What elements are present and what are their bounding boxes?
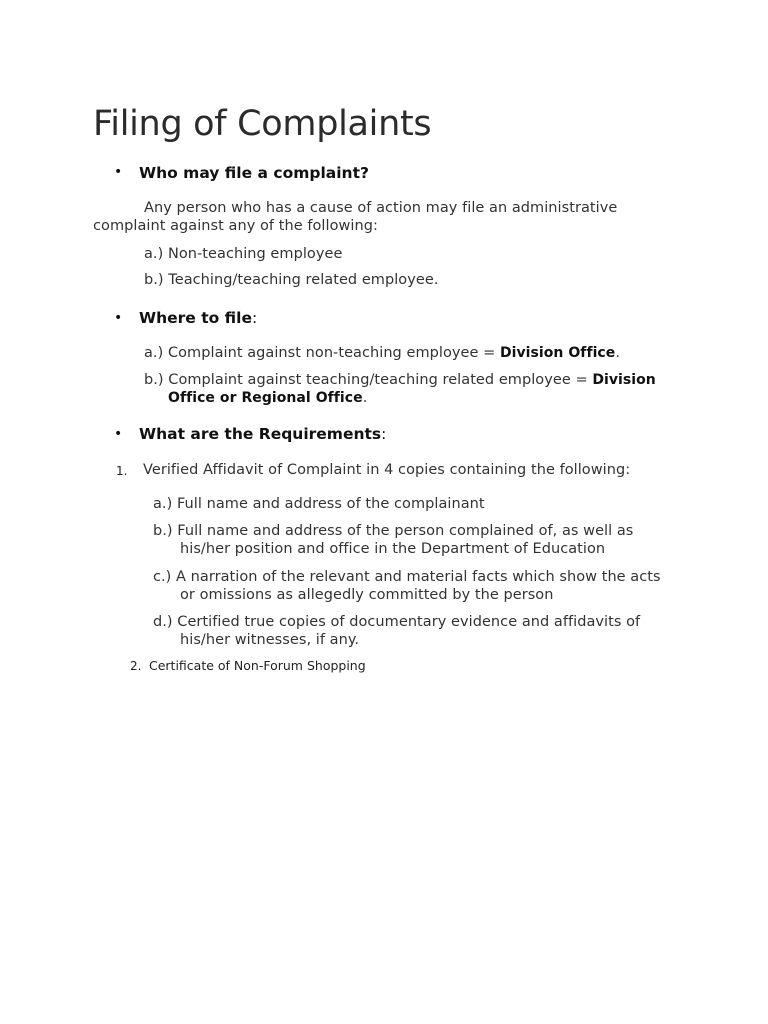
req-sub-c-line1: c.) A narration of the relevant and material facts which show the acts <box>153 569 661 585</box>
who-intro-line2: complaint against any of the following: <box>93 218 378 234</box>
where-item-b-bold1: Division <box>592 372 656 388</box>
where-item-a-text: a.) Complaint against non-teaching employee = <box>144 345 500 361</box>
requirement-number-2: 2. <box>130 659 142 673</box>
page-title: Filing of Complaints <box>93 104 432 144</box>
requirements-heading-colon: : <box>381 425 387 443</box>
req-sub-b-line1: b.) Full name and address of the person complained of, as well as <box>153 523 634 539</box>
who-item-b: b.) Teaching/teaching related employee. <box>144 272 439 288</box>
section-heading-where <box>139 309 257 327</box>
who-item-a: a.) Non-teaching employee <box>144 246 343 262</box>
req-sub-b-line2: his/her position and office in the Department of Education <box>180 541 606 557</box>
who-intro-line1: Any person who has a cause of action may file an administrative <box>144 200 618 216</box>
where-item-a <box>144 345 620 361</box>
section-heading-requirements <box>139 425 386 443</box>
bullet-marker: • <box>114 426 123 442</box>
where-item-a-period: . <box>615 345 621 361</box>
where-item-a-bold: Division Office <box>499 345 616 361</box>
where-item-b-bold2: Office or Regional Office <box>168 390 363 406</box>
bullet-marker: • <box>114 310 123 326</box>
requirements-heading-text: What are the Requirements <box>139 425 382 443</box>
where-item-b-line2 <box>168 390 367 406</box>
where-item-b-line1 <box>144 372 656 388</box>
where-item-b-period: . <box>362 390 368 406</box>
requirement-2-text: Certificate of Non-Forum Shopping <box>149 658 366 673</box>
where-item-b-text: b.) Complaint against teaching/teaching related employee = <box>144 372 593 388</box>
req-sub-a: a.) Full name and address of the complainant <box>153 496 485 512</box>
requirement-1-text: Verified Affidavit of Complaint in 4 copies containing the following: <box>143 462 631 478</box>
req-sub-d-line2: his/her witnesses, if any. <box>180 632 360 648</box>
bullet-marker: • <box>114 164 123 180</box>
requirement-number-1: 1. <box>116 464 128 478</box>
req-sub-c-line2: or omissions as allegedly committed by the person <box>180 587 554 603</box>
where-heading-text: Where to file <box>139 309 252 327</box>
section-heading-who: Who may file a complaint? <box>139 164 369 182</box>
where-heading-colon: : <box>251 309 258 327</box>
req-sub-d-line1: d.) Certified true copies of documentary evidence and affidavits of <box>153 614 641 630</box>
